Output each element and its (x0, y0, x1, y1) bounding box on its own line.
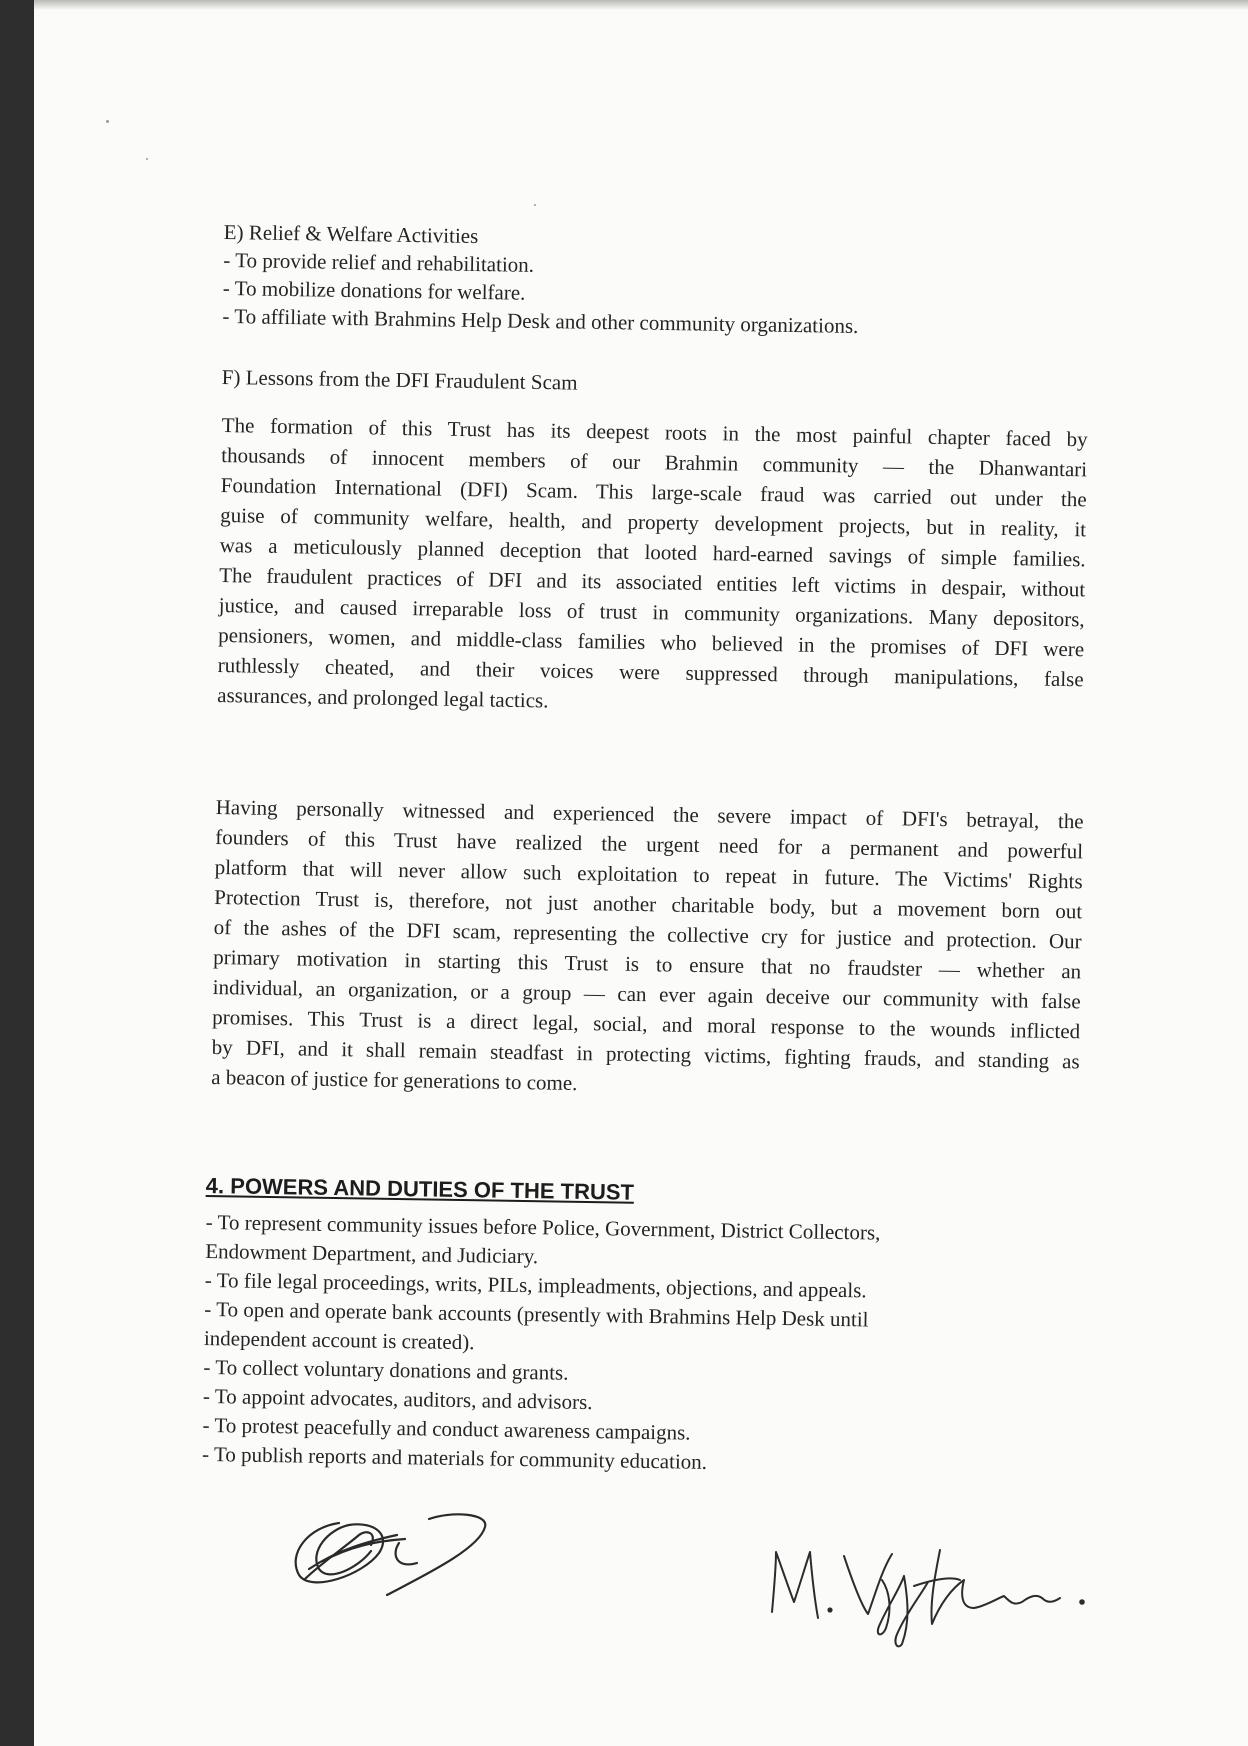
duty-item: independent account is created). (203, 1325, 475, 1355)
duty-item: - To open and operate bank accounts (presently with Brahmins Help Desk until (204, 1296, 869, 1332)
document-page (34, 0, 1248, 1746)
duty-item: - To publish reports and materials for community education. (201, 1441, 708, 1474)
scan-edge-shadow (34, 0, 1248, 10)
scan-speck (146, 158, 148, 160)
section-e-item: - To mobilize donations for welfare. (222, 275, 526, 305)
paragraph-line: Protection Trust is, therefore, not just another charitable body, but a movement born out (214, 884, 1083, 924)
scan-speck (106, 120, 109, 123)
paragraph-line: Foundation International (DFI) Scam. This large-scale fraud was carried out under the (220, 472, 1087, 512)
paragraph-line: platform that will never allow such exploitation to repeat in future. The Victims' Rights (214, 854, 1083, 894)
paragraph-line: ruthlessly cheated, and their voices were suppressed through manipulations, false (217, 652, 1084, 692)
paragraph-line: by DFI, and it shall remain steadfast in protecting victims, fighting frauds, and standing as (211, 1034, 1080, 1074)
paragraph-line: individual, an organization, or a group — can ever again deceive our community with false (212, 974, 1081, 1014)
signature-scribble-icon (279, 1505, 539, 1605)
section-e-title: E) Relief & Welfare Activities (223, 219, 479, 248)
paragraph-line: of the ashes of the DFI scam, representing the collective cry for justice and protection. Our (213, 914, 1082, 954)
duty-item: - To file legal proceedings, writs, PILs, impleadments, objections, and appeals. (204, 1267, 867, 1303)
section-4-list (202, 1208, 1006, 1482)
paragraph-dfi-roots (217, 410, 1088, 724)
section-f (222, 363, 922, 402)
section-4-heading: 4. POWERS AND DUTIES OF THE TRUST (205, 1173, 635, 1205)
paragraph-line: Having personally witnessed and experienced the severe impact of DFI's betrayal, the (215, 794, 1084, 834)
signature-handwritten (764, 1540, 1124, 1650)
paragraph-line: primary motivation in starting this Trust is to ensure that no fraudster — whether an (213, 944, 1082, 984)
signature-text: M. Vijay Kum. (764, 1540, 771, 1541)
section-e (222, 218, 1024, 343)
section-f-title: F) Lessons from the DFI Fraudulent Scam (221, 364, 578, 395)
paragraph-line: justice, and caused irreparable loss of trust in community organizations. Many depositors, (218, 592, 1085, 632)
paragraph-line: promises. This Trust is a direct legal, social, and moral response to the wounds inflicted (212, 1004, 1081, 1044)
paragraph-line: a beacon of justice for generations to come. (211, 1064, 578, 1096)
paragraph-line: The formation of this Trust has its deepest roots in the most painful chapter faced by (221, 412, 1088, 452)
duty-item: - To collect voluntary donations and grants. (203, 1354, 569, 1385)
duty-item: - To appoint advocates, auditors, and advisors. (202, 1383, 593, 1415)
paragraph-line: guise of community welfare, health, and property development projects, but in reality, it (220, 502, 1087, 542)
paragraph-trust-motivation (211, 792, 1084, 1106)
paragraph-line: founders of this Trust have realized the urgent need for a permanent and powerful (215, 824, 1084, 864)
paragraph-line: was a meticulously planned deception that looted hard-earned savings of simple families. (219, 532, 1086, 572)
scan-speck (534, 204, 536, 206)
section-e-item: - To affiliate with Brahmins Help Desk and other community organizations. (222, 303, 859, 338)
duty-item: - To represent community issues before Police, Government, District Collectors, (205, 1209, 881, 1245)
duty-item: - To protest peacefully and conduct awareness campaigns. (202, 1412, 691, 1445)
paragraph-line: pensioners, women, and middle-class families who believed in the promises of DFI were (218, 622, 1085, 662)
paragraph-line: assurances, and prolonged legal tactics. (217, 682, 549, 713)
section-e-item: - To provide relief and rehabilitation. (223, 247, 535, 277)
paragraph-line: The fraudulent practices of DFI and its associated entities left victims in despair, without (219, 562, 1086, 602)
paragraph-line: thousands of innocent members of our Brahmin community — the Dhanwantari (221, 442, 1088, 482)
duty-item: Endowment Department, and Judiciary. (205, 1238, 539, 1269)
